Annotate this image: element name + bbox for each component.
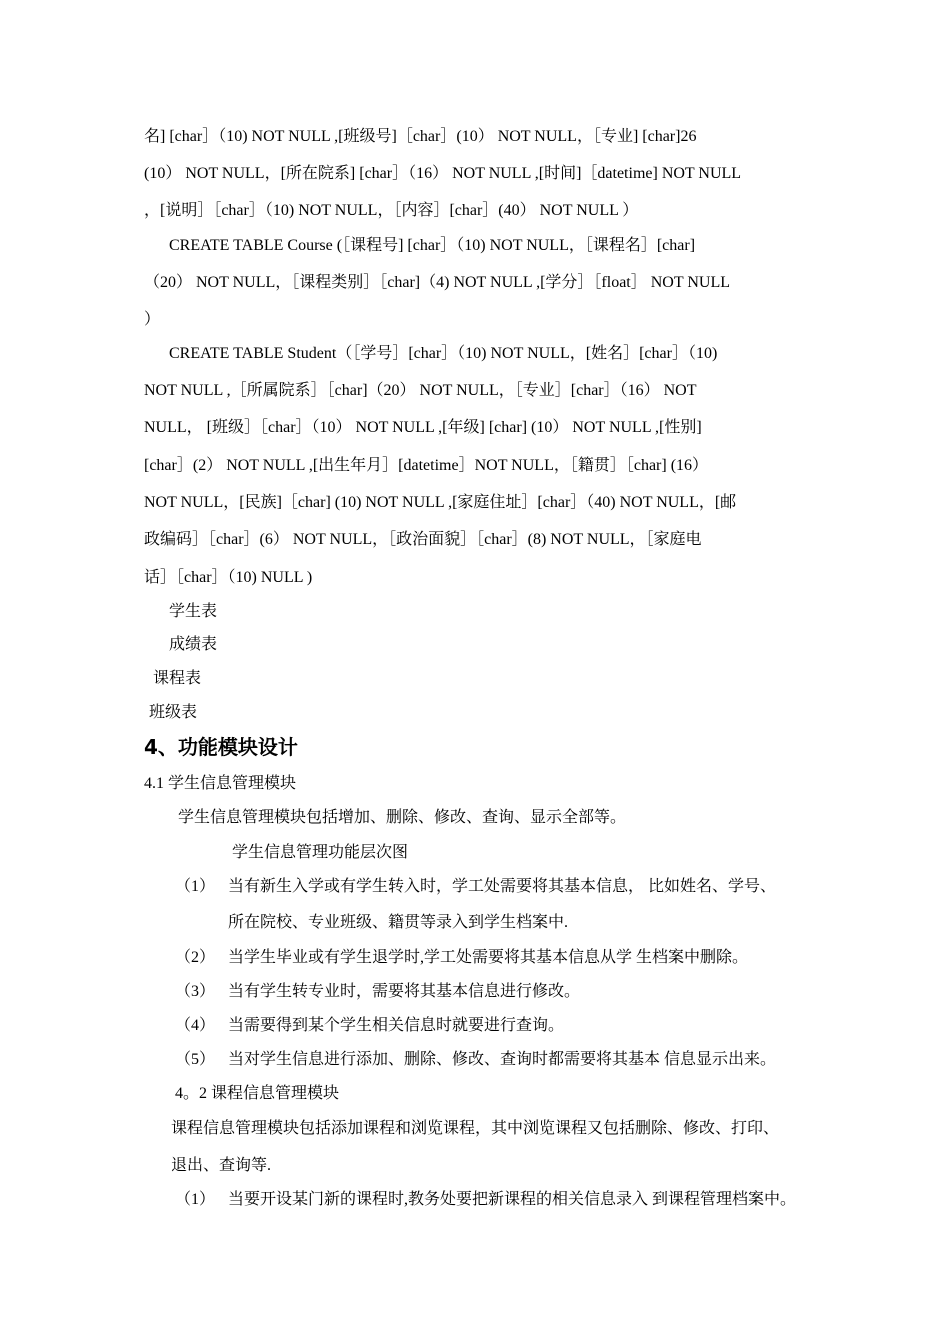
schema-line: 名] [char］（10) NOT NULL ,[班级号]［char］(10） NOT NULL，［专业] [char]26 (144, 128, 697, 145)
paragraph: 退出、查询等. (171, 1157, 272, 1174)
schema-line: NULL， [班级］［char］（10） NOT NULL ,[年级] [char] (10） NOT NULL ,[性别] (144, 419, 702, 436)
list-item-number: （5） (175, 1051, 216, 1068)
schema-line: （20） NOT NULL，［课程类别］［char]（4) NOT NULL ,[学分］［float］ NOT NULL (144, 274, 730, 291)
paragraph: 课程信息管理模块包括添加课程和浏览课程，其中浏览课程又包括删除、修改、打印、 (171, 1120, 780, 1137)
list-item-text: 当有学生转专业时，需要将其基本信息进行修改。 (228, 983, 581, 1000)
list-item-text: 当有新生入学或有学生转入时，学工处需要将其基本信息， 比如姓名、学号、 (228, 878, 777, 895)
list-item-text: 所在院校、专业班级、籍贯等录入到学生档案中. (228, 914, 569, 931)
subsection-title: 4.1 学生信息管理模块 (144, 775, 297, 792)
table-name: 课程表 (153, 670, 202, 687)
subsection-title: 4。2 课程信息管理模块 (175, 1085, 340, 1102)
figure-caption: 学生信息管理功能层次图 (232, 844, 409, 861)
paragraph: 学生信息管理模块包括增加、删除、修改、查询、显示全部等。 (178, 809, 627, 826)
schema-line: 话］［char］（10) NULL ) (144, 569, 313, 586)
list-item-text: 当需要得到某个学生相关信息时就要进行查询。 (228, 1017, 565, 1034)
table-name: 班级表 (149, 704, 198, 721)
list-item-text: 当要开设某门新的课程时,教务处要把新课程的相关信息录入 到课程管理档案中。 (228, 1191, 797, 1208)
schema-line: NOT NULL ,［所属院系］［char]（20） NOT NULL，［专业］[char］（16） NOT (144, 382, 697, 399)
list-item-number: （1） (175, 1191, 216, 1208)
list-item-number: （3） (175, 983, 216, 1000)
schema-line: CREATE TABLE Student（［学号］[char］（10) NOT NULL，[姓名］[char］（10) (169, 345, 718, 362)
section-heading: 4、功能模块设计 (144, 735, 298, 759)
list-item-number: （1） (175, 878, 216, 895)
schema-line: ） (144, 311, 161, 328)
table-name: 成绩表 (169, 636, 218, 653)
schema-line: [char］(2） NOT NULL ,[出生年月］[datetime］NOT NULL，［籍贯］［char] (16） (144, 457, 709, 474)
table-name: 学生表 (169, 603, 218, 620)
schema-line: NOT NULL，[民族]［char] (10) NOT NULL ,[家庭住址］[char］（40) NOT NULL，[邮 (144, 494, 737, 511)
list-item-text: 当学生毕业或有学生退学时,学工处需要将其基本信息从学 生档案中删除。 (228, 949, 749, 966)
schema-line: CREATE TABLE Course (［课程号] [char］（10) NOT NULL，［课程名］[char] (169, 237, 696, 254)
list-item-text: 当对学生信息进行添加、删除、修改、查询时都需要将其基本 信息显示出来。 (228, 1051, 777, 1068)
schema-line: 政编码］［char］(6） NOT NULL，［政治面貌］［char］(8) NOT NULL，［家庭电 (144, 531, 702, 548)
schema-line: ，[说明］［char］（10) NOT NULL，［内容］[char］(40） NOT NULL ） (144, 202, 639, 219)
schema-line: (10） NOT NULL，[所在院系] [char］（16） NOT NULL ,[时间]［datetime] NOT NULL (144, 165, 742, 182)
list-item-number: （4） (175, 1017, 216, 1034)
list-item-number: （2） (175, 949, 216, 966)
